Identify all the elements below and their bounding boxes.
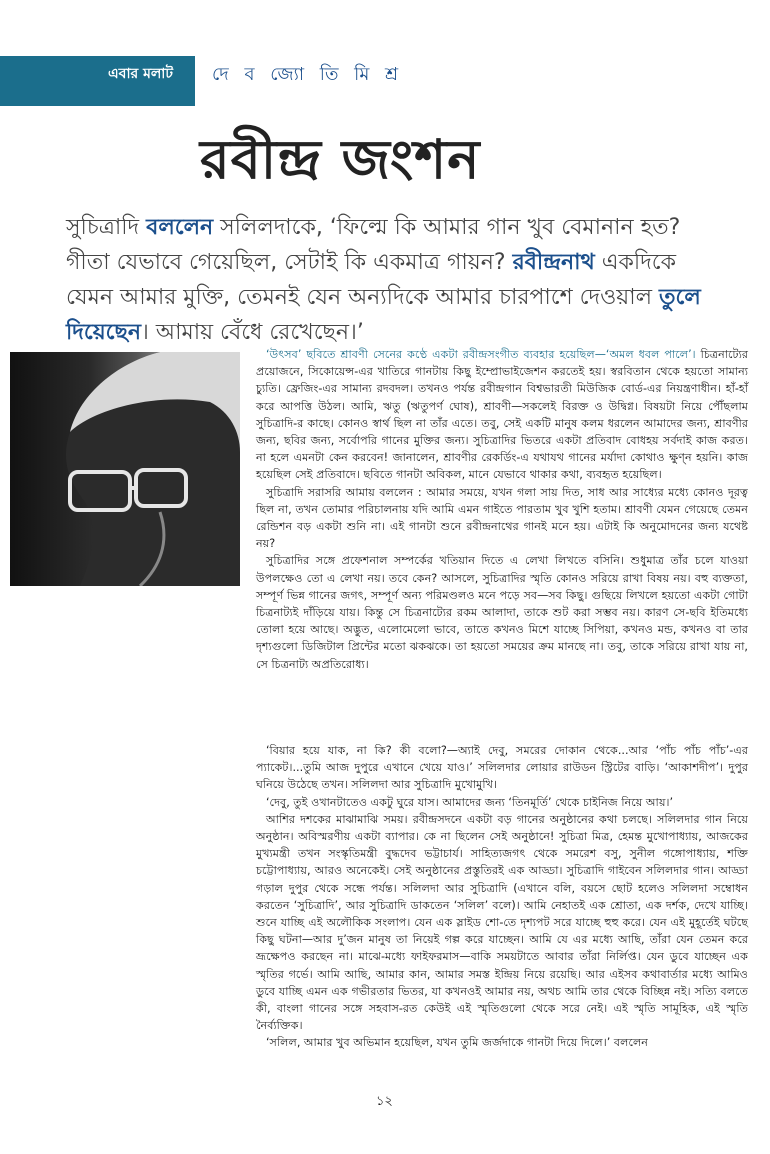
- article-title: রবীন্দ্র জংশন: [200, 127, 481, 191]
- portrait-photo: [10, 352, 240, 586]
- pull-quote-text: একদিকে যেমন আমার মুক্তি, তেমনই যেন অন্যদিকে আমার চারপাশে দেওয়াল: [66, 250, 676, 310]
- pull-quote: [66, 210, 721, 350]
- body-paragraph: ‘বিয়ার হয়ে যাক, না কি? কী বলো?—অ্যাই দেবু, সমরের দোকান থেকে...আর ‘পাঁচ পাঁচ পাঁচ’-এর প্যাকেট।...তুমি আজ দুপুরে এখানে খেয়ে যাও।’ সলিলদার লোয়ার রাউডন স্ট্রিটের বাড়ি। ‘আকাশদীপ’। দুপুর ঘনিয়ে উঠেছে তখন। সলিলদা আর সুচিত্রাদি মুখোমুখি।: [256, 744, 748, 792]
- body-text: চিত্রনাট্যের প্রয়োজনে, সিকোয়েন্স-এর খাতিরে গানটায় কিছু ইম্প্রোভাইজেশন করতেই হয়। স্বরবিতান থেকে হয়তো সামান্য চ্যুতি। ফ্রেজিং-এর সামান্য রদবদল। তখনও পর্যন্ত রবীন্দ্রগান বিশ্বভারতী মিউজিক বোর্ড-এর নিয়ন্ত্রণাধীন। হাঁ-হাঁ করে আপত্তি উঠল। আমি, ঋতু (ঋতুপর্ণ ঘোষ), শ্রাবণী—সকলেই বিরক্ত ও উদ্বিগ্ন। বিষয়টা নিয়ে পৌঁছলাম সুচিত্রাদি-র কাছে। কোনও স্বার্থ ছিল না তাঁর এতে। তবু, সেই একটি মানুষ কলম ধরলেন আমাদের জন্য, শ্রাবণীর জন্য, ছবির জন্য, সর্বোপরি গানের মুক্তির জন্য। সুচিত্রাদির ভিতরে একটা প্রতিবাদ বোধহয় সর্বদাই কাজ করত। না হলে এমনটা কেন করবেন! জানালেন, শ্রাবণীর রেকর্ডিং-এ যথাযথ গানের মর্যাদা কোথাও ক্ষুণ্ন হয়নি। কাজ হয়েছিল সেই প্রতিবাদে। ছবিতে গানটা অবিকল, মানে যেভাবে থাকার কথা, ব্যবহৃত হয়েছিল।: [256, 348, 748, 482]
- body-paragraph: সুচিত্রাদির সঙ্গে প্রফেশনাল সম্পর্কের খতিয়ান দিতে এ লেখা লিখতে বসিনি। শুধুমাত্র তাঁর চলে যাওয়া উপলক্ষেও তো এ লেখা নয়। তবে কেন? আসলে, সুচিত্রাদির স্মৃতি কোনও সরিয়ে রাখা বিষয় নয়। বহু ব্যক্ততা, সম্পূর্ণ ভিন্ন গানের জগৎ, সম্পূর্ণ অন্য পরিমণ্ডলও মনে পড়ে সব—সব কিছু। গুছিয়ে লিখলে হয়তো একটা গোটা চিত্রনাট্যই দাঁড়িয়ে যায়। কিন্তু সে চিত্রনাট্যের রকম আলাদা, তাকে শুট করা সম্ভব নয়। কারণ সে-ছবি ইতিমধ্যে তোলা হয়ে আছে। অদ্ভুত, এলোমেলো ভাবে, তাতে কখনও মিশে যাচ্ছে সিপিয়া, কখনও মন্ড, কখনও বা তার দৃশ্যগুলো ডিজিটাল প্রিন্টের মতো ঝকঝকে। তা হয়তো সময়ের ক্রম মানছে না। তবু, তাকে সরিয়ে রাখা যায় না, সে চিত্রনাট্য অপ্রতিরোধ্য।: [256, 554, 748, 671]
- body-paragraph: আশির দশকের মাঝামাঝি সময়। রবীন্দ্রসদনে একটা বড় গানের অনুষ্ঠানের কথা চলছে। সলিলদার গান নিয়ে অনুষ্ঠান। অবিস্মরণীয় একটা ব্যাপার। কে না ছিলেন সেই অনুষ্ঠানে! সুচিত্রা মিত্র, হেমন্ত মুখোপাধ্যায়, আজকের মুখ্যমন্ত্রী তখন সংস্কৃতিমন্ত্রী বুদ্ধদেব ভট্টাচার্য। সাহিত্যজগৎ থেকে সমরেশ বসু, সুনীল গঙ্গোপাধ্যায়, শক্তি চট্টোপাধ্যায়, আরও অনেকেই। সেই অনুষ্ঠানের প্রস্তুতিরই এক আড্ডা। সুচিত্রাদি গাইবেন সলিলদার গান। আড্ডা গড়াল দুপুর থেকে সন্ধে পর্যন্ত। সলিলদা আর সুচিত্রাদি (এখানে বলি, বয়সে ছোট হলেও সলিলদা সম্বোধন করতেন ‘সুচিত্রাদি’, আর সুচিত্রাদি ডাকতেন ‘সলিল’ বলে)। আমি নেহাতই এক শ্রোতা, এক দর্শক, দেখে যাচ্ছি। শুনে যাচ্ছি এই অলৌকিক সংলাপ। যেন এক স্লাইড শো-তে দৃশ্যপট সরে যাচ্ছে হুহু করে। যেন এই মুহূর্তেই ঘটছে কিছু ঘটনা—আর দু’জন মানুষ তা নিয়েই গল্প করে যাচ্ছেন। আমি যে এর মধ্যে আছি, তাঁরা যেন তেমন করে ভ্রূক্ষেপও করছেন না। মাঝে-মধ্যে ফাইফরমাস—বাকি সময়টাতে আবার তাঁরা নির্লিপ্ত। যেন ডুবে যাচ্ছেন এক স্মৃতির গর্ভে। আমি আছি, আমার কান, আমার সমস্ত ইন্দ্রিয় নিয়ে রয়েছি। আর এইসব কথাবার্তার মধ্যে আমিও ডুবে যাচ্ছি এমন এক গভীরতার ভিতর, যা কখনওই আমার নয়, অথচ আমি তার থেকে বিচ্ছিন্ন নই। সত্যি বলতে কী, বাংলা গানের সঙ্গে সহবাস-রত কেউই এই স্মৃতিগুলো থেকে সরে নেই। এই স্মৃতি সামূহিক, এই স্মৃতি নৈর্ব্যক্তিক।: [256, 812, 748, 1033]
- body-paragraph: সুচিত্রাদি সরাসরি আমায় বললেন : আমার সময়ে, যখন গলা সায় দিত, সাধ আর সাধ্যের মধ্যে কোনও দূরত্ব ছিল না, তখন তোমার পরিচালনায় যদি আমি এমন গাইতে পারতাম খুব খুশি হতাম। শ্রাবণী যেমন গেয়েছে তেমন রেন্ডিশন বড় একটা শুনি না। এই গানটা শুনে রবীন্দ্রনাথের গানই মনে হয়। এটাই কি অনুমোদনের জন্য যথেষ্ট নয়?: [256, 485, 748, 551]
- article-body-top: [256, 346, 748, 673]
- body-paragraph: ‘সলিল, আমার খুব অভিমান হয়েছিল, যখন তুমি জর্জদাকে গানটা দিয়ে দিলে।’ বললেন: [266, 1036, 648, 1050]
- page-number: ১২: [376, 1094, 393, 1109]
- pull-quote-text: সুচিত্রাদি: [66, 215, 147, 240]
- pull-quote-text: । আমায় বেঁধে রেখেছেন।’: [140, 320, 364, 345]
- body-paragraph: [256, 346, 748, 484]
- body-paragraph: ‘দেবু, তুই ওখানটাতেও একটু ঘুরে যাস। আমাদের জন্য ‘তিনমূর্তি’ থেকে চাইনিজ নিয়ে আয়।’: [266, 795, 674, 809]
- pull-quote-highlight: তুলে দিয়েছেন: [66, 285, 701, 345]
- pull-quote-text: সলিলদাকে, ‘ফিল্মে কি আমার গান খুব বেমানান হত? গীতা যেভাবে গেয়েছিল, সেটাই কি একমাত্র গায়ন?: [66, 215, 681, 275]
- author-name: দে ব জ্যো তি মি শ্র: [212, 64, 404, 85]
- pull-quote-highlight: বললেন: [146, 215, 214, 240]
- article-body-bottom: [256, 742, 748, 1052]
- portrait-illustration: [10, 352, 240, 586]
- body-lead: ‘উৎসব’ ছবিতে শ্রাবণী সেনের কণ্ঠে একটা রবীন্দ্রসংগীত ব্যবহার হয়েছিল—‘অমল ধবল পালে’।: [266, 348, 696, 361]
- pull-quote-highlight: রবীন্দ্রনাথ: [512, 250, 595, 275]
- section-label: এবার মলাট: [108, 66, 173, 82]
